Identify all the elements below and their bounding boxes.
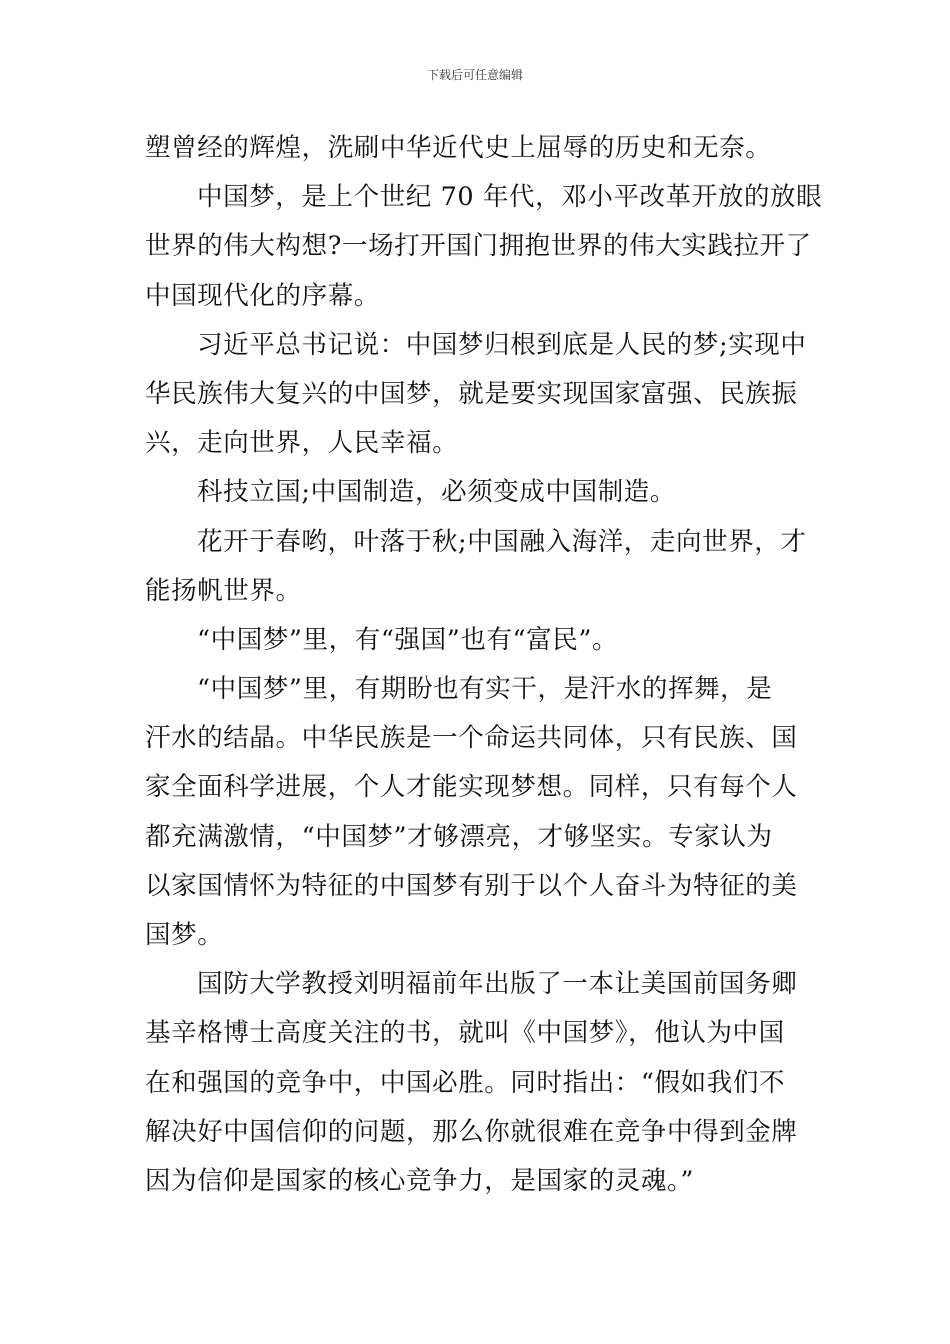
text-line: 基辛格博士高度关注的书，就叫《中国梦》，他认为中国 — [145, 1018, 785, 1049]
page-header: 下载后可任意编辑 — [426, 68, 523, 82]
text-line: 汗水的结晶。中华民族是一个命运共同体，只有民族、国 — [145, 723, 798, 754]
text-line: 习近平总书记说：中国梦归根到底是人民的梦;实现中 — [197, 329, 807, 360]
text-line: 塑曾经的辉煌，洗刷中华近代史上屈辱的历史和无奈。 — [145, 133, 772, 163]
text-line: 在和强国的竞争中，中国必胜。同时指出：“假如我们不 — [145, 1067, 786, 1098]
text-line: 世界的伟大构想?一场打开国门拥抱世界的伟大实践拉开了 — [145, 231, 812, 262]
text-line: 以家国情怀为特征的中国梦有别于以个人奋斗为特征的美 — [145, 870, 798, 901]
text-line: “中国梦”里，有“强国”也有“富民”。 — [197, 624, 619, 655]
text-line: 华民族伟大复兴的中国梦，就是要实现国家富强、民族振 — [145, 378, 798, 409]
text-line: 国防大学教授刘明福前年出版了一本让美国前国务卿 — [197, 969, 798, 1000]
text-line: 中国现代化的序幕。 — [145, 280, 380, 311]
text-line: 因为信仰是国家的核心竞争力，是国家的灵魂。” — [145, 1165, 694, 1196]
text-line: 兴，走向世界，人民幸福。 — [145, 428, 459, 459]
text-line: 花开于春哟，叶落于秋;中国融入海洋，走向世界，才 — [197, 526, 807, 557]
text-line: 解决好中国信仰的问题，那么你就很难在竞争中得到金牌 — [145, 1116, 798, 1147]
text-line: 中国梦，是上个世纪 70 年代，邓小平改革开放的放眼 — [197, 182, 823, 213]
text-line: 都充满激情，“中国梦”才够漂亮，才够坚实。专家认为 — [145, 821, 773, 852]
text-line: “中国梦”里，有期盼也有实干，是汗水的挥舞，是 — [197, 674, 773, 705]
text-line: 能扬帆世界。 — [145, 575, 302, 606]
body-text — [145, 124, 823, 1206]
text-line: 科技立国;中国制造，必须变成中国制造。 — [197, 477, 676, 508]
text-line: 家全面科学进展，个人才能实现梦想。同样，只有每个人 — [145, 772, 798, 803]
text-line: 国梦。 — [145, 920, 224, 950]
